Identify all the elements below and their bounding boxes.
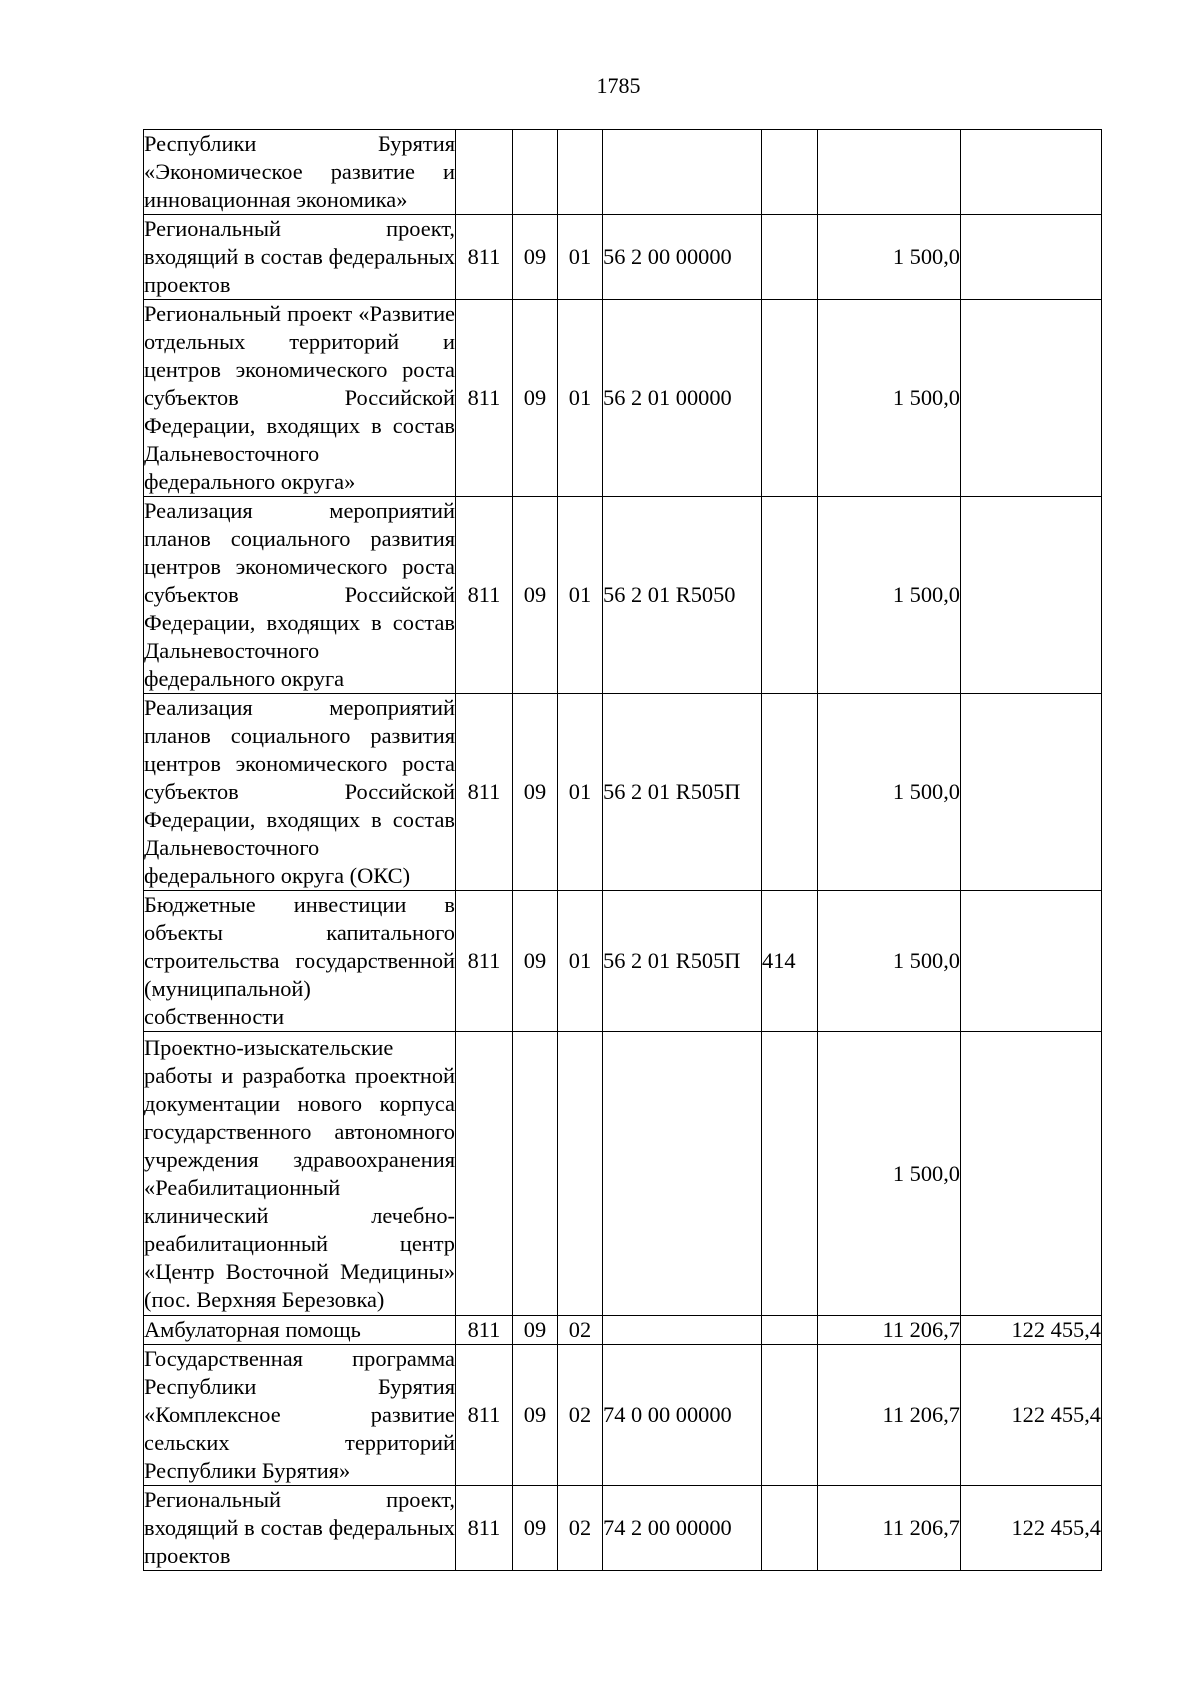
budget-table (143, 129, 1102, 1571)
amount-2-cell: 122 455,4 (961, 1316, 1102, 1345)
amount-1-cell: 1 500,0 (818, 215, 961, 300)
target-article-cell: 56 2 01 R505П (603, 891, 762, 1032)
expense-type-cell (762, 497, 818, 694)
table-row (144, 1486, 1102, 1571)
row-name-cell: Проектно-изыскательские работы и разработка проектной документации нового корпуса государственного автономного учреждения здравоохранения «Реабилитационный клинический лечебно-реабилитационный центр «Центр Восточной Медицины» (пос. Верхняя Березовка) (144, 1032, 456, 1316)
expense-type-cell: 414 (762, 891, 818, 1032)
amount-1-cell: 1 500,0 (818, 300, 961, 497)
page-number: 1785 (596, 73, 641, 98)
target-article-cell: 74 0 00 00000 (603, 1345, 762, 1486)
table-row (144, 891, 1102, 1032)
subsection-cell: 01 (558, 215, 603, 300)
table-row (144, 300, 1102, 497)
target-article-cell: 56 2 01 R505П (603, 694, 762, 891)
section-cell (513, 130, 558, 215)
amount-1-cell: 11 206,7 (818, 1345, 961, 1486)
amount-2-cell (961, 1032, 1102, 1316)
row-name-cell: Региональный проект, входящий в состав федеральных проектов (144, 1486, 456, 1571)
table-row (144, 215, 1102, 300)
expense-type-cell (762, 300, 818, 497)
subsection-cell (558, 1032, 603, 1316)
section-cell: 09 (513, 694, 558, 891)
section-cell: 09 (513, 497, 558, 694)
grbs-cell (456, 1032, 513, 1316)
row-name-cell: Государственная программа Республики Бурятия «Комплексное развитие сельских территорий Республики Бурятия» (144, 1345, 456, 1486)
grbs-cell: 811 (456, 300, 513, 497)
section-cell: 09 (513, 300, 558, 497)
expense-type-cell (762, 1032, 818, 1316)
subsection-cell: 02 (558, 1345, 603, 1486)
amount-2-cell: 122 455,4 (961, 1486, 1102, 1571)
target-article-cell: 56 2 01 R5050 (603, 497, 762, 694)
target-article-cell (603, 1316, 762, 1345)
grbs-cell: 811 (456, 694, 513, 891)
amount-2-cell: 122 455,4 (961, 1345, 1102, 1486)
subsection-cell: 01 (558, 300, 603, 497)
target-article-cell: 56 2 00 00000 (603, 215, 762, 300)
table-row (144, 1032, 1102, 1316)
amount-2-cell (961, 300, 1102, 497)
amount-1-cell: 1 500,0 (818, 891, 961, 1032)
table-row (144, 1345, 1102, 1486)
amount-1-cell: 1 500,0 (818, 694, 961, 891)
table-row (144, 1316, 1102, 1345)
amount-2-cell (961, 497, 1102, 694)
section-cell: 09 (513, 891, 558, 1032)
amount-2-cell (961, 130, 1102, 215)
row-name-cell: Реализация мероприятий планов социального развития центров экономического роста субъектов Российской Федерации, входящих в состав Дальневосточного федерального округа (144, 497, 456, 694)
row-name-cell: Региональный проект «Развитие отдельных территорий и центров экономического роста субъектов Российской Федерации, входящих в состав Дальневосточного федерального округа» (144, 300, 456, 497)
amount-1-cell: 11 206,7 (818, 1316, 961, 1345)
section-cell: 09 (513, 1316, 558, 1345)
grbs-cell: 811 (456, 1316, 513, 1345)
row-name-cell: Реализация мероприятий планов социального развития центров экономического роста субъектов Российской Федерации, входящих в состав Дальневосточного федерального округа (ОКС) (144, 694, 456, 891)
grbs-cell: 811 (456, 891, 513, 1032)
subsection-cell: 02 (558, 1316, 603, 1345)
subsection-cell: 01 (558, 694, 603, 891)
grbs-cell: 811 (456, 1345, 513, 1486)
grbs-cell (456, 130, 513, 215)
row-name-cell: Амбулаторная помощь (144, 1316, 456, 1345)
amount-1-cell: 11 206,7 (818, 1486, 961, 1571)
section-cell: 09 (513, 215, 558, 300)
expense-type-cell (762, 215, 818, 300)
target-article-cell (603, 130, 762, 215)
subsection-cell (558, 130, 603, 215)
table-row (144, 497, 1102, 694)
row-name-cell: Региональный проект, входящий в состав федеральных проектов (144, 215, 456, 300)
section-cell (513, 1032, 558, 1316)
row-name-cell: Республики Бурятия «Экономическое развитие и инновационная экономика» (144, 130, 456, 215)
subsection-cell: 01 (558, 891, 603, 1032)
amount-1-cell: 1 500,0 (818, 1032, 961, 1316)
subsection-cell: 01 (558, 497, 603, 694)
amount-2-cell (961, 215, 1102, 300)
expense-type-cell (762, 1345, 818, 1486)
expense-type-cell (762, 1316, 818, 1345)
table-row (144, 694, 1102, 891)
amount-1-cell: 1 500,0 (818, 497, 961, 694)
grbs-cell: 811 (456, 1486, 513, 1571)
amount-2-cell (961, 891, 1102, 1032)
target-article-cell (603, 1032, 762, 1316)
subsection-cell: 02 (558, 1486, 603, 1571)
amount-2-cell (961, 694, 1102, 891)
grbs-cell: 811 (456, 215, 513, 300)
target-article-cell: 56 2 01 00000 (603, 300, 762, 497)
section-cell: 09 (513, 1345, 558, 1486)
expense-type-cell (762, 1486, 818, 1571)
section-cell: 09 (513, 1486, 558, 1571)
expense-type-cell (762, 694, 818, 891)
row-name-cell: Бюджетные инвестиции в объекты капитального строительства государственной (муниципальной) собственности (144, 891, 456, 1032)
table-row (144, 130, 1102, 215)
target-article-cell: 74 2 00 00000 (603, 1486, 762, 1571)
amount-1-cell (818, 130, 961, 215)
expense-type-cell (762, 130, 818, 215)
grbs-cell: 811 (456, 497, 513, 694)
